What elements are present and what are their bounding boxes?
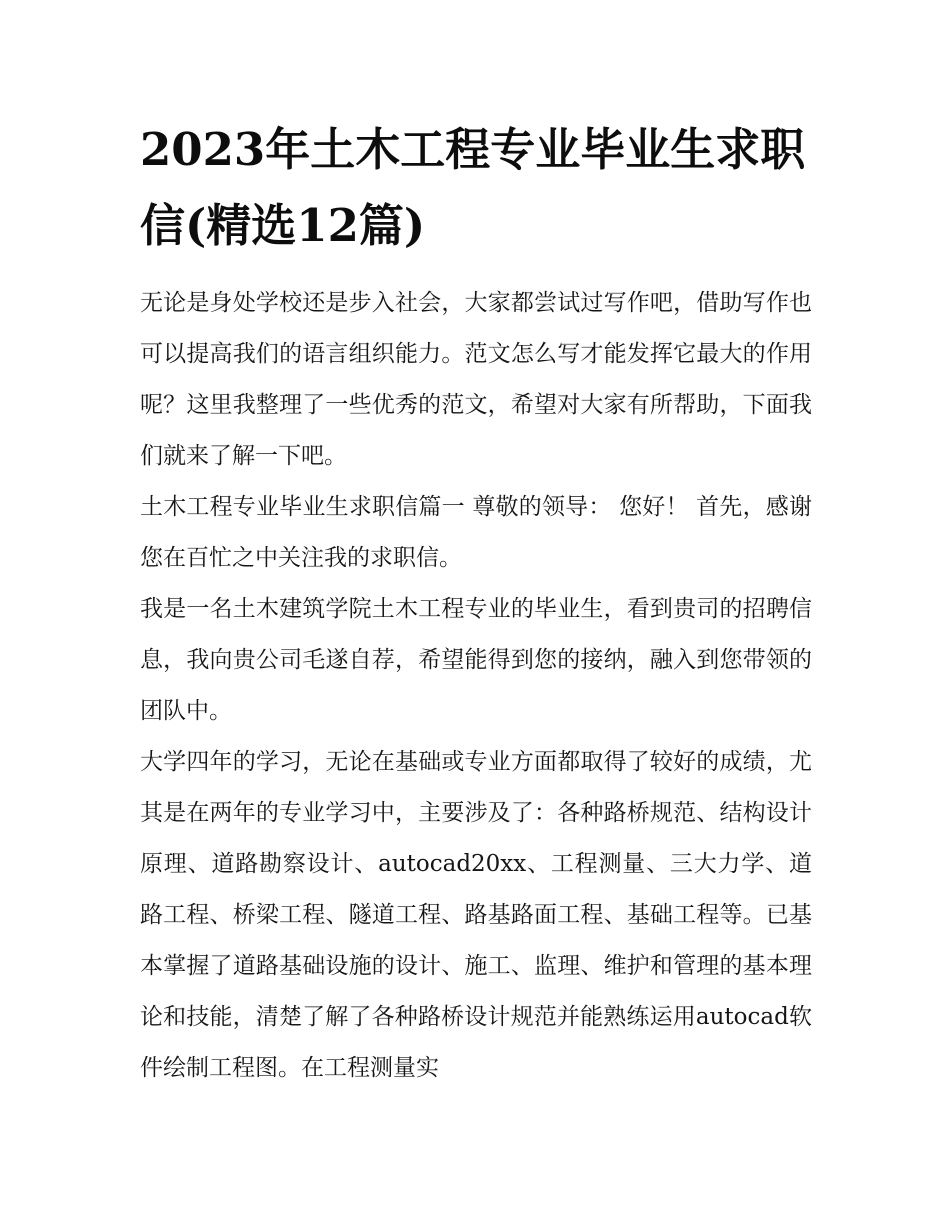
document-page <box>140 112 812 1094</box>
self-introduction-paragraph: 我是一名土木建筑学院土木工程专业的毕业生，看到贵司的招聘信息，我向贵公司毛遂自荐，希望能得到您的接纳，融入到您带领的团队中。 <box>140 596 812 724</box>
intro-paragraph: 无论是身处学校还是步入社会，大家都尝试过写作吧，借助写作也可以提高我们的语言组织能力。范文怎么写才能发挥它最大的作用呢？这里我整理了一些优秀的范文，希望对大家有所帮助，下面我们就来了解一下吧。 <box>140 290 812 469</box>
document-title: 2023年土木工程专业毕业生求职信(精选12篇) <box>140 123 806 252</box>
salutation-paragraph: 土木工程专业毕业生求职信篇一 尊敬的领导： 您好！ 首先，感谢您在百忙之中关注我的求职信。 <box>140 494 812 571</box>
study-experience-paragraph: 大学四年的学习，无论在基础或专业方面都取得了较好的成绩，尤其是在两年的专业学习中，主要涉及了：各种路桥规范、结构设计原理、道路勘察设计、autocad20xx、工程测量、三大力学、道路工程、桥梁工程、隧道工程、路基路面工程、基础工程等。已基本掌握了道路基础设施的设计、施工、监理、维护和管理的基本理论和技能，清楚了解了各种路桥设计规范并能熟练运用autocad软件绘制工程图。在工程测量实 <box>140 749 812 1081</box>
